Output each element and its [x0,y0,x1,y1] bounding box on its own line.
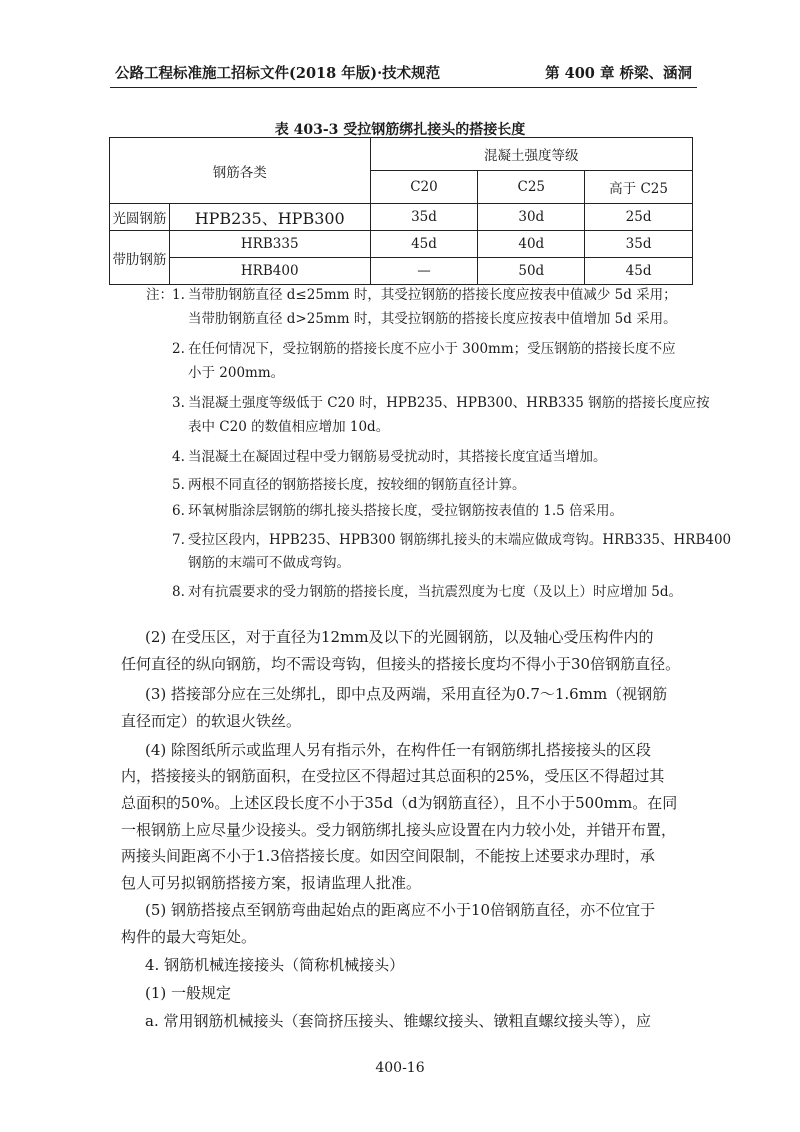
table-cell: 45d [585,258,693,285]
rebar-type: HRB400 [169,258,370,285]
rebar-type: HPB235、HPB300 [169,204,370,231]
note-line [146,283,677,303]
note-text: 在任何情况下，受拉钢筋的搭接长度不应小于 300mm；受压钢筋的搭接长度不应 [188,341,676,357]
grade-c20: C20 [370,171,478,204]
note-number: 2. [172,341,185,357]
paragraph-line: 构件的最大弯矩处。 [121,928,257,946]
note-text: 钢筋的末端可不做成弯钩。 [188,555,350,571]
table-cell: 40d [478,231,585,258]
note-text: 当带肋钢筋直径 d>25mm 时，其受拉钢筋的搭接长度应按表中值增加 5d 采用。 [188,311,677,327]
header-chapter-title: 第 400 章 桥梁、涵洞 [545,65,692,82]
paragraph-line: (4) 除图纸所示或监理人另有指示外，在构件任一有钢筋绑扎搭接接头的区段 [145,741,652,759]
note-number: 3. [172,395,185,411]
grade-above-c25: 高于 C25 [585,171,693,204]
note-line [146,473,526,493]
note-line [146,551,350,571]
note-line [146,499,623,519]
table-row [110,258,693,285]
table-cell: 45d [370,231,478,258]
notes-prefix: 注： [146,287,173,303]
paragraph-line: 一根钢筋上应尽量少设接头。受力钢筋绑扎接头应设置在内力较小处，并错开布置， [121,821,677,839]
group-label: 带肋钢筋 [110,231,170,285]
note-text: 当混凝土强度等级低于 C20 时，HPB235、HPB300、HRB335 钢筋的搭接长度应按 [188,395,710,411]
paragraph-line: 内，搭接接头的钢筋面积，在受拉区不得超过其总面积的25%，受压区不得超过其 [121,767,665,785]
paragraph-line: 总面积的50%。上述区段长度不小于35d（d为钢筋直径），且不小于500mm。在同 [121,794,678,812]
table-title: 表 403-3 受拉钢筋绑扎接头的搭接长度 [274,122,526,138]
note-number: 6. [172,503,185,519]
group-label: 光圆钢筋 [110,204,170,231]
paragraph-line: (5) 钢筋搭接点至钢筋弯曲起始点的距离应不小于10倍钢筋直径，亦不位宜于 [145,901,656,919]
note-number: 1. [172,287,185,303]
rebar-type: HRB335 [169,231,370,258]
section-heading: 4. 钢筋机械连接接头（简称机械接头） [145,956,405,974]
note-line [146,415,389,435]
note-text: 受拉区段内，HPB235、HPB300 钢筋绑扎接头的末端应做成弯钩。HRB335、HRB400 [188,532,732,548]
table-cell: 35d [585,231,693,258]
note-line [146,307,677,327]
paragraph-line: 直径而定）的软退火铁丝。 [121,712,302,730]
note-number: 7. [172,532,185,548]
table-row [110,204,693,231]
table-cell: 25d [585,204,693,231]
header-document-title: 公路工程标准施工招标文件(2018 年版)·技术规范 [115,65,441,82]
note-line [146,445,607,465]
subsection-heading: (1) 一般规定 [145,984,232,1002]
running-header [115,60,692,84]
note-text: 环氧树脂涂层钢筋的绑扎接头搭接长度，受拉钢筋按表值的 1.5 倍采用。 [188,503,624,519]
note-number: 5. [172,477,185,493]
paragraph-line: (2) 在受压区，对于直径为12mm及以下的光圆钢筋，以及轴心受压构件内的 [145,628,654,646]
note-number: 4. [172,449,185,465]
header-rebar-type: 钢筋各类 [110,138,371,204]
table-cell: 30d [478,204,585,231]
paragraph-line: a. 常用钢筋机械接头（套筒挤压接头、锥螺纹接头、镦粗直螺纹接头等），应 [145,1012,651,1030]
table-row [110,231,693,258]
table-cell: — [370,258,478,285]
note-text: 小于 200mm。 [188,365,285,381]
note-text: 表中 C20 的数值相应增加 10d。 [188,419,390,435]
paragraph-line: (3) 搭接部分应在三处绑扎，即中点及两端，采用直径为0.7～1.6mm（视钢筋 [145,685,668,703]
note-text: 对有抗震要求的受力钢筋的搭接长度，当抗震烈度为七度（及以上）时应增加 5d。 [188,584,683,600]
table-cell: 50d [478,258,585,285]
paragraph-line: 两接头间距离不小于1.3倍搭接长度。如因空间限制，不能按上述要求办理时，承 [121,847,655,865]
note-line [146,361,284,381]
paragraph-line: 任何直径的纵向钢筋，均不需设弯钩，但接头的搭接长度均不得小于30倍钢筋直径。 [121,655,681,673]
page-number: 400-16 [375,1060,425,1076]
note-line [146,337,676,357]
note-number: 8. [172,584,185,600]
note-text: 当带肋钢筋直径 d≤25mm 时，其受拉钢筋的搭接长度应按表中值减少 5d 采用； [188,287,677,303]
note-text: 两根不同直径的钢筋搭接长度，按较细的钢筋直径计算。 [188,477,526,493]
note-text: 当混凝土在凝固过程中受力钢筋易受扰动时，其搭接长度宜适当增加。 [188,449,607,465]
note-line [146,391,710,411]
note-line [146,580,682,600]
note-line [146,528,731,548]
header-concrete-grade: 混凝土强度等级 [370,138,692,171]
table-cell: 35d [370,204,478,231]
lap-length-table [109,137,693,285]
header-divider [110,87,697,88]
grade-c25: C25 [478,171,585,204]
paragraph-line: 包人可另拟钢筋搭接方案，报请监理人批准。 [121,874,422,892]
